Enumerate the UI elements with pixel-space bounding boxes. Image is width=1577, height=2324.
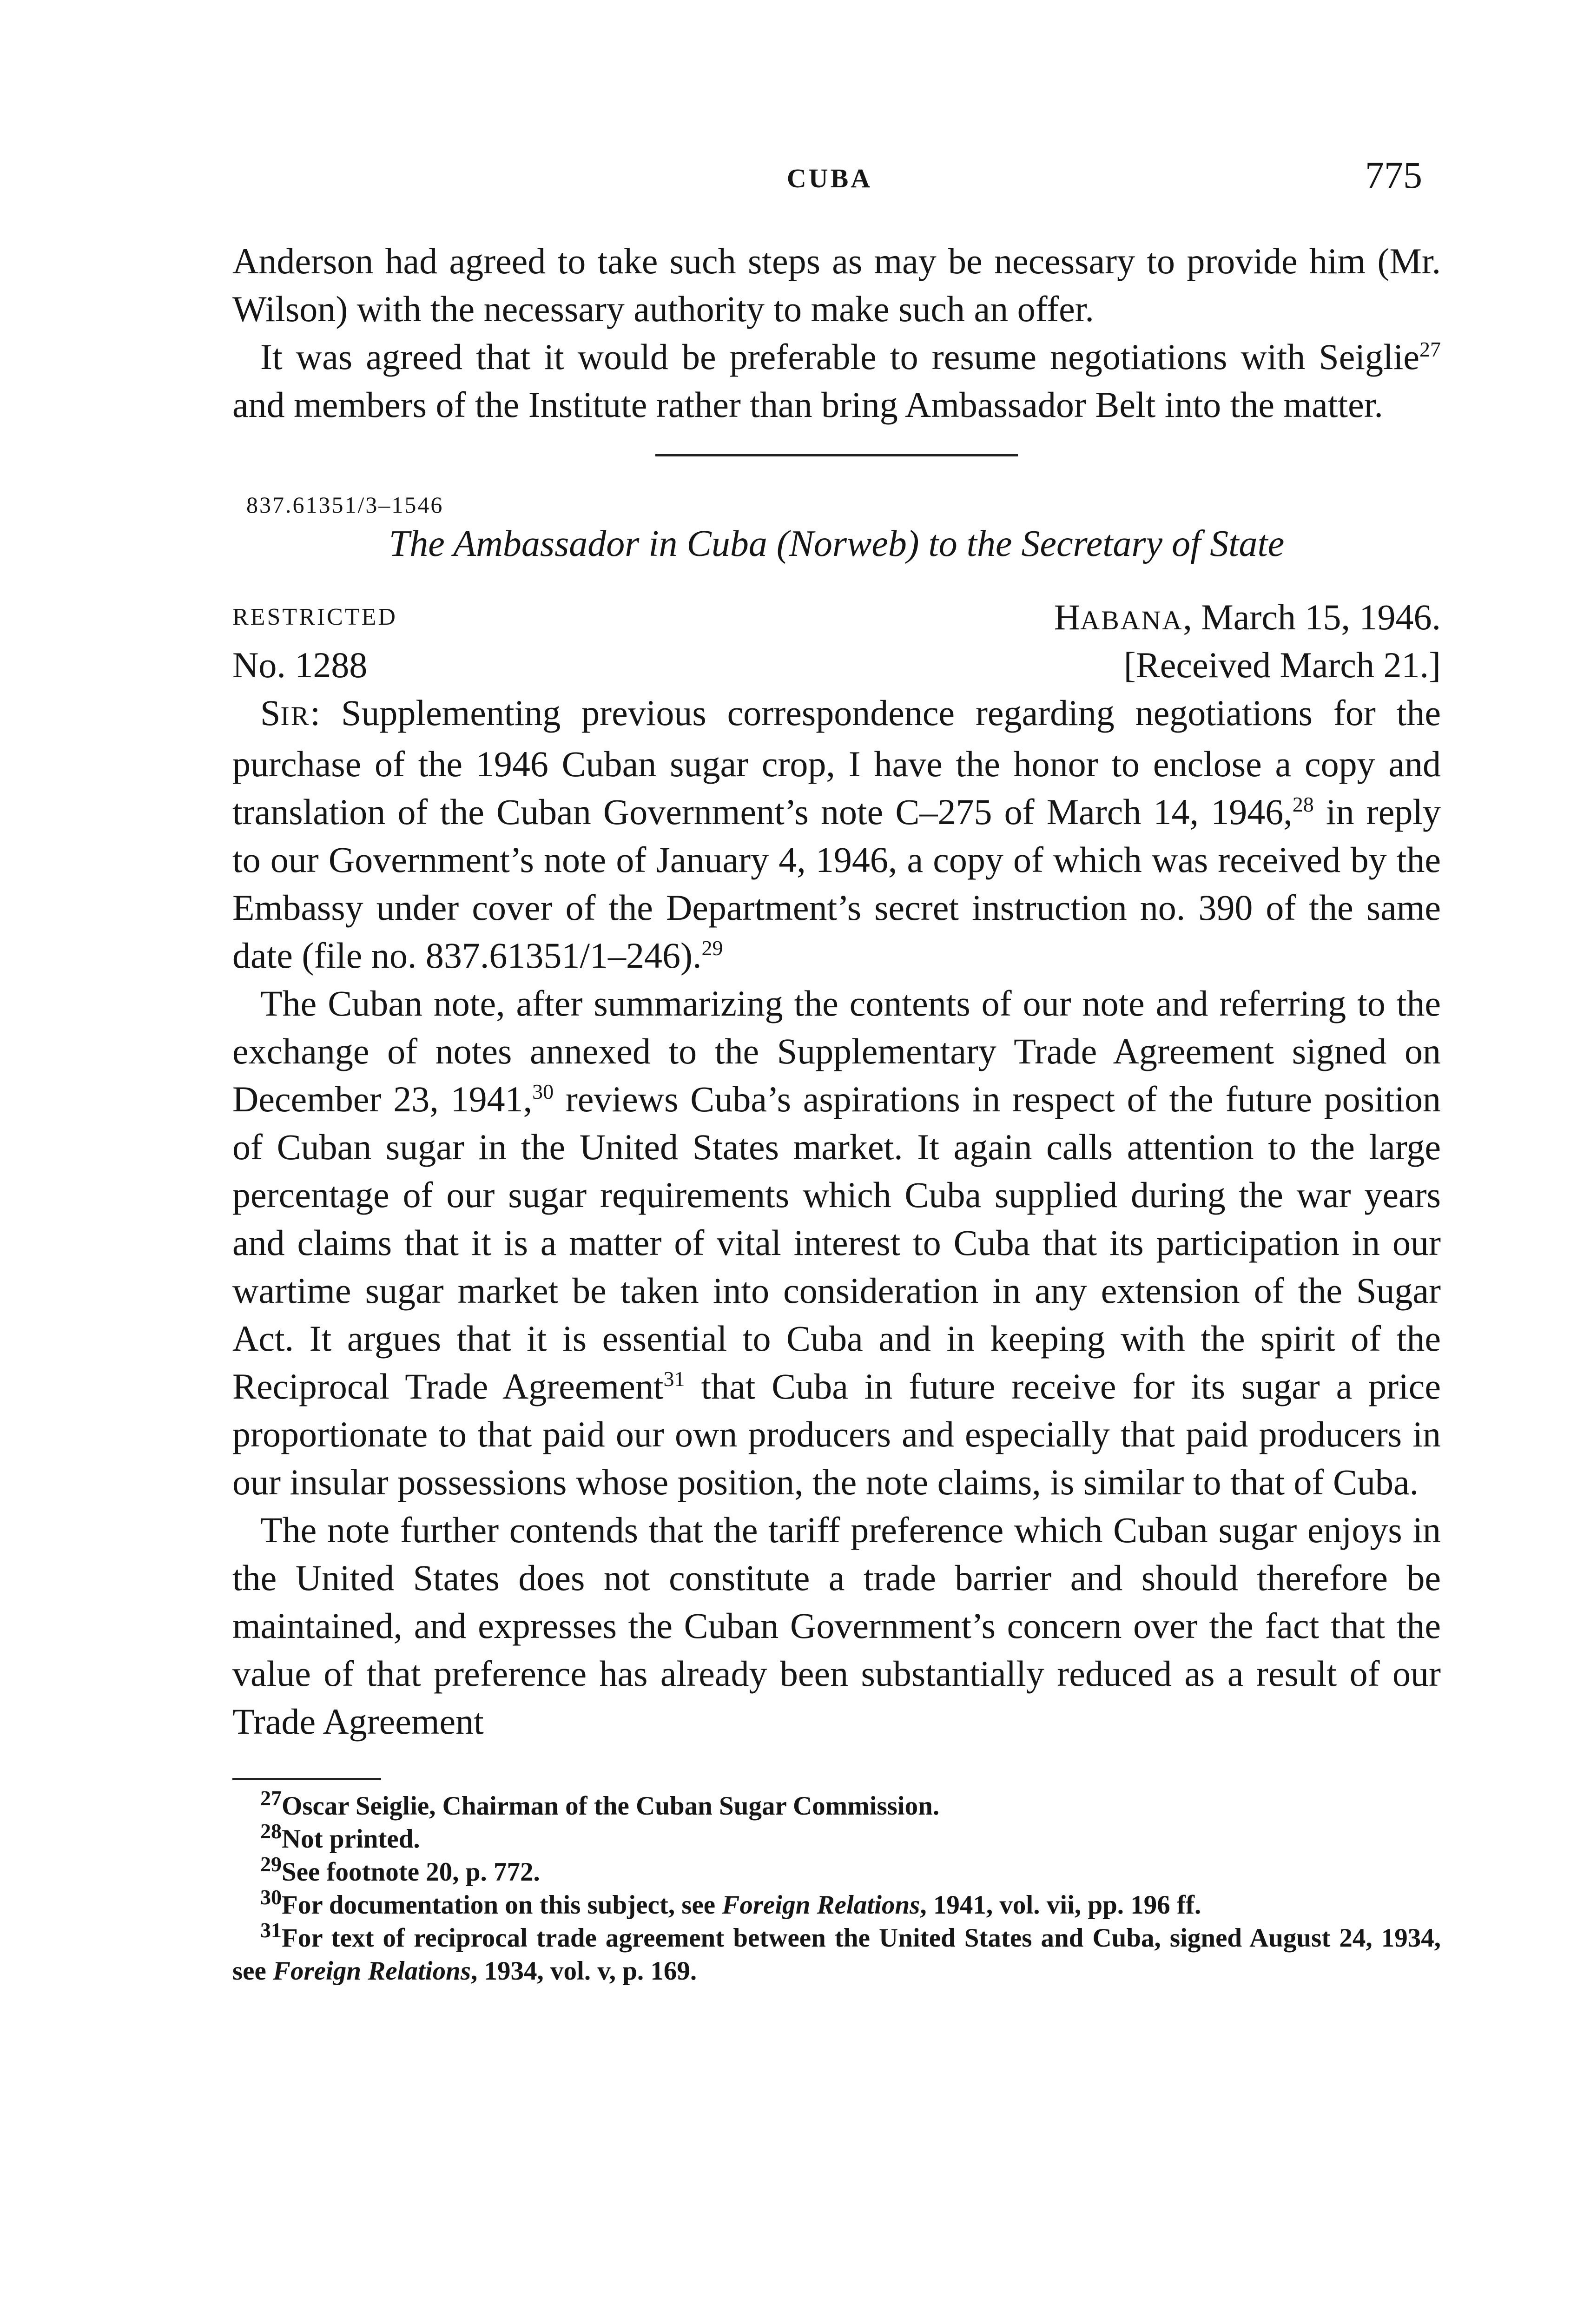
document-number: No. 1288	[232, 645, 368, 685]
intro-paragraph-2	[232, 333, 1441, 429]
body-paragraph-3	[232, 1506, 1441, 1745]
footnote-divider	[232, 1778, 381, 1780]
footnote-text: See footnote 20, p. 772.	[282, 1857, 540, 1887]
footnote-number: 28	[260, 1819, 282, 1843]
received-date: [Received March 21.]	[1123, 645, 1441, 685]
footnote-number: 30	[260, 1885, 282, 1909]
body-p2-a: The Cuban note, after summarizing the contents of our note and referring to the exchange of notes annexed to the Supplementary Trade Agreement signed on December 23, 1941,	[232, 983, 1441, 1119]
page-content	[232, 237, 1441, 1987]
footnote-number: 31	[260, 1918, 282, 1942]
body-p2-b: reviews Cuba’s aspirations in respect of the future position of Cuban sugar in the United States market. It again calls attention to the large percentage of our sugar requirements which Cuba supplied during the war years and claims that it is a matter of vital interest to Cuba that its participation in our wartime sugar market be taken into consideration in any extension of the Sugar Act. It argues that it is essential to Cuba and in keeping with the spirit of the Reciprocal Trade Agreement	[232, 1079, 1441, 1406]
body-paragraph-1	[232, 689, 1441, 979]
footnote-italic-title: Foreign Relations	[273, 1956, 471, 1986]
footnote-italic-title: Foreign Relations	[722, 1890, 920, 1920]
place-rest: ABANA	[1080, 605, 1183, 635]
footnote-ref-28: 28	[1292, 792, 1314, 816]
running-head: CUBA	[786, 163, 873, 193]
body-p3: The note further contends that the tariff preference which Cuban sugar enjoys in the United States does not constitute a trade barrier and should therefore be maintained, and expresses the Cuban Government’s concern over the fact that the value of that preference has already been substantially reduced as a result of our Trade Agreement	[232, 1510, 1441, 1742]
footnote-text: Not printed.	[282, 1824, 420, 1854]
footnote-31	[232, 1918, 1441, 1987]
salutation-initial: S	[260, 693, 281, 733]
body-paragraph-2	[232, 979, 1441, 1506]
number-row	[232, 641, 1441, 689]
document-title: The Ambassador in Cuba (Norweb) to the Secretary of State	[389, 523, 1285, 564]
footnote-28	[232, 1819, 1441, 1855]
classification-label: RESTRICTED	[232, 604, 397, 630]
footnote-27	[232, 1786, 1441, 1822]
page-header	[237, 153, 1422, 209]
body-p1-a: : Supplementing previous correspondence regarding negotiations for the purchase of the 1946 Cuban sugar crop, I have the honor to enclose a copy and translation of the Cuban Government’s note C–275 of March 14, 1946,	[232, 693, 1441, 832]
intro-paragraph-1	[232, 237, 1441, 333]
footnote-29	[232, 1852, 1441, 1888]
dateline-row	[232, 593, 1441, 641]
footnote-text: For documentation on this subject, see	[282, 1890, 722, 1920]
footnote-ref-31: 31	[663, 1367, 685, 1391]
file-number: 837.61351/3–1546	[246, 492, 444, 518]
page-number: 775	[1365, 154, 1422, 196]
body-p2-c: that Cuba in future receive for its sugar a price proportionate to that paid our own producers and especially that paid producers in our insular possessions whose position, the note claims, is similar to that of Cuba.	[232, 1366, 1441, 1502]
footnote-number: 29	[260, 1852, 282, 1876]
section-divider	[655, 454, 1018, 456]
intro-p1-text: Anderson had agreed to take such steps as may be necessary to provide him (Mr. Wilson) with the necessary authority to make such an offer.	[232, 241, 1441, 329]
footnote-number: 27	[260, 1786, 282, 1810]
place-date	[1054, 593, 1441, 644]
footnote-text-end: , 1934, vol. v, p. 169.	[471, 1956, 697, 1986]
footnote-ref-27: 27	[1419, 337, 1441, 361]
salutation-rest: IR	[280, 701, 310, 731]
footnote-text-end: , 1941, vol. vii, pp. 196 ff.	[920, 1890, 1201, 1920]
footnote-ref-29: 29	[701, 936, 723, 960]
intro-p2-b: and members of the Institute rather than bring Ambassador Belt into the matter.	[232, 384, 1383, 425]
intro-p2-a: It was agreed that it would be preferable to resume negotiations with Seiglie	[260, 337, 1419, 377]
footnotes	[232, 1786, 1441, 1987]
place-initial: H	[1054, 597, 1081, 637]
body-p1-b: in reply to our Government’s note of January 4, 1946, a copy of which was received by the Embassy under cover of the Department’s secret instruction no. 390 of the same date (file no. 837.61351/1–246).	[232, 792, 1441, 976]
document-date: , March 15, 1946.	[1183, 597, 1441, 637]
footnote-text: Oscar Seiglie, Chairman of the Cuban Sugar Commission.	[282, 1791, 940, 1821]
footnote-30	[232, 1885, 1441, 1921]
footnote-text: For text of reciprocal trade agreement between the United States and Cuba, signed August 24, 1934, see	[232, 1923, 1441, 1986]
footnote-ref-30: 30	[532, 1080, 554, 1103]
